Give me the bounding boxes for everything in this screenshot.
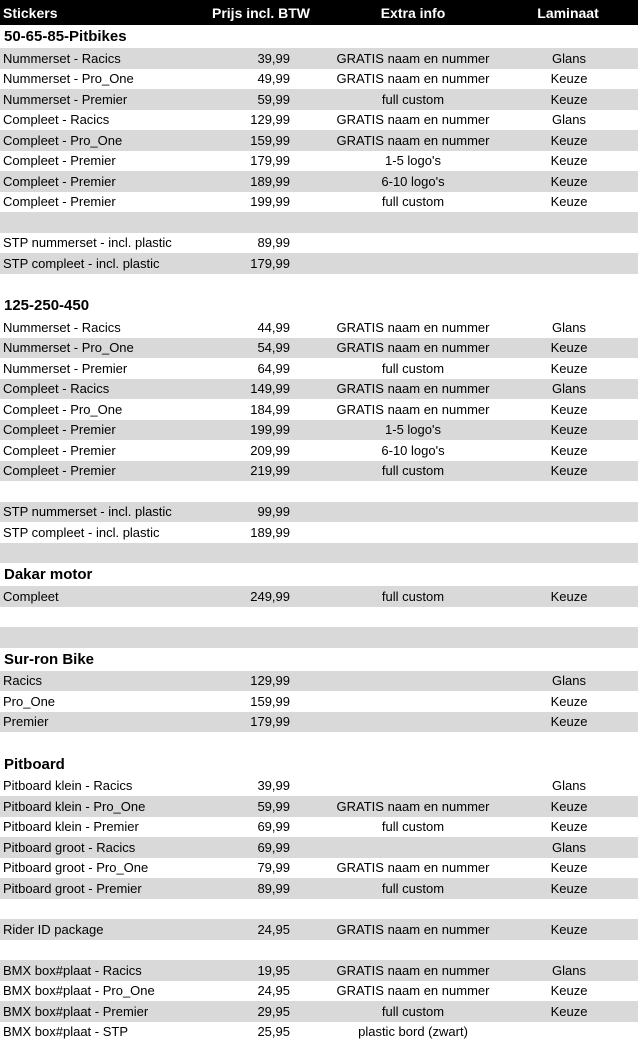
laminate: Glans xyxy=(526,671,612,692)
blank-row xyxy=(0,940,638,961)
extra-info: GRATIS naam en nummer xyxy=(300,317,526,338)
price: 149,99 xyxy=(208,379,290,400)
price: 184,99 xyxy=(208,399,290,420)
extra-info: GRATIS naam en nummer xyxy=(300,919,526,940)
laminate: Keuze xyxy=(526,461,612,482)
laminate: Glans xyxy=(526,110,612,131)
price: 54,99 xyxy=(208,338,290,359)
laminate: Keuze xyxy=(526,796,612,817)
product-name: Pitboard klein - Pro_One xyxy=(3,796,208,817)
header-row xyxy=(0,0,638,25)
price: 64,99 xyxy=(208,358,290,379)
extra-info: GRATIS naam en nummer xyxy=(300,130,526,151)
table-row xyxy=(0,960,638,981)
table-row xyxy=(0,671,638,692)
extra-info: GRATIS naam en nummer xyxy=(300,981,526,1002)
price: 39,99 xyxy=(208,776,290,797)
extra-info xyxy=(300,502,526,523)
extra-info: 6-10 logo's xyxy=(300,171,526,192)
product-name: Nummerset - Racics xyxy=(3,48,208,69)
table-row xyxy=(0,586,638,607)
table-row xyxy=(0,440,638,461)
product-name: Compleet - Premier xyxy=(3,171,208,192)
price: 24,95 xyxy=(208,919,290,940)
header-stickers: Stickers xyxy=(3,0,208,25)
price: 179,99 xyxy=(208,253,290,274)
blank-row xyxy=(0,627,638,648)
section-title: Sur-ron Bike xyxy=(4,648,404,671)
table-row xyxy=(0,69,638,90)
product-name: Nummerset - Premier xyxy=(3,89,208,110)
product-name: Racics xyxy=(3,671,208,692)
blank-row xyxy=(0,274,638,295)
product-name: Pitboard klein - Premier xyxy=(3,817,208,838)
product-name: Pitboard groot - Racics xyxy=(3,837,208,858)
price: 199,99 xyxy=(208,192,290,213)
laminate: Keuze xyxy=(526,89,612,110)
laminate xyxy=(526,522,612,543)
extra-info: full custom xyxy=(300,878,526,899)
price: 19,95 xyxy=(208,960,290,981)
price: 249,99 xyxy=(208,586,290,607)
extra-info: full custom xyxy=(300,192,526,213)
table-row xyxy=(0,691,638,712)
section-header xyxy=(0,294,638,317)
table-row xyxy=(0,338,638,359)
laminate: Keuze xyxy=(526,420,612,441)
laminate: Keuze xyxy=(526,130,612,151)
product-name: Nummerset - Racics xyxy=(3,317,208,338)
table-row xyxy=(0,379,638,400)
laminate: Keuze xyxy=(526,69,612,90)
extra-info: GRATIS naam en nummer xyxy=(300,379,526,400)
extra-info: full custom xyxy=(300,1001,526,1022)
laminate: Keuze xyxy=(526,1001,612,1022)
laminate: Keuze xyxy=(526,858,612,879)
laminate: Keuze xyxy=(526,338,612,359)
table-row xyxy=(0,358,638,379)
laminate: Glans xyxy=(526,48,612,69)
price: 24,95 xyxy=(208,981,290,1002)
table-row xyxy=(0,420,638,441)
section-title: 50-65-85-Pitbikes xyxy=(4,25,404,48)
product-name: STP nummerset - incl. plastic xyxy=(3,502,208,523)
blank-row xyxy=(0,607,638,628)
extra-info xyxy=(300,837,526,858)
price: 49,99 xyxy=(208,69,290,90)
section-header xyxy=(0,25,638,48)
product-name: BMX box#plaat - Premier xyxy=(3,1001,208,1022)
product-name: BMX box#plaat - Pro_One xyxy=(3,981,208,1002)
price: 129,99 xyxy=(208,671,290,692)
section-title: Pitboard xyxy=(4,753,404,776)
price: 209,99 xyxy=(208,440,290,461)
price: 25,95 xyxy=(208,1022,290,1042)
table-row xyxy=(0,233,638,254)
extra-info: full custom xyxy=(300,461,526,482)
laminate: Keuze xyxy=(526,192,612,213)
extra-info: full custom xyxy=(300,358,526,379)
section-title: 125-250-450 xyxy=(4,294,404,317)
price: 179,99 xyxy=(208,712,290,733)
table-row xyxy=(0,110,638,131)
table-row xyxy=(0,461,638,482)
price: 89,99 xyxy=(208,233,290,254)
laminate: Keuze xyxy=(526,171,612,192)
section-header xyxy=(0,648,638,671)
product-name: Nummerset - Pro_One xyxy=(3,69,208,90)
extra-info: GRATIS naam en nummer xyxy=(300,48,526,69)
extra-info: plastic bord (zwart) xyxy=(300,1022,526,1042)
extra-info xyxy=(300,233,526,254)
laminate: Keuze xyxy=(526,691,612,712)
laminate: Keuze xyxy=(526,919,612,940)
section-title: Dakar motor xyxy=(4,563,404,586)
price: 129,99 xyxy=(208,110,290,131)
table-row xyxy=(0,837,638,858)
extra-info: GRATIS naam en nummer xyxy=(300,338,526,359)
price: 44,99 xyxy=(208,317,290,338)
product-name: Pro_One xyxy=(3,691,208,712)
product-name: Premier xyxy=(3,712,208,733)
blank-row xyxy=(0,543,638,564)
laminate xyxy=(526,1022,612,1042)
table-row xyxy=(0,776,638,797)
extra-info: 1-5 logo's xyxy=(300,151,526,172)
blank-row xyxy=(0,212,638,233)
table-row xyxy=(0,712,638,733)
price: 59,99 xyxy=(208,89,290,110)
laminate: Glans xyxy=(526,960,612,981)
extra-info: GRATIS naam en nummer xyxy=(300,960,526,981)
product-name: Pitboard groot - Premier xyxy=(3,878,208,899)
table-row xyxy=(0,1022,638,1042)
extra-info: full custom xyxy=(300,817,526,838)
laminate xyxy=(526,502,612,523)
extra-info xyxy=(300,712,526,733)
product-name: Compleet - Racics xyxy=(3,379,208,400)
section-header xyxy=(0,563,638,586)
table-row xyxy=(0,151,638,172)
table-row xyxy=(0,192,638,213)
table-row xyxy=(0,502,638,523)
price: 189,99 xyxy=(208,522,290,543)
blank-row xyxy=(0,899,638,920)
price-rows xyxy=(0,25,638,1042)
section-header xyxy=(0,753,638,776)
product-name: Compleet - Premier xyxy=(3,151,208,172)
product-name: Nummerset - Premier xyxy=(3,358,208,379)
laminate: Glans xyxy=(526,837,612,858)
extra-info: GRATIS naam en nummer xyxy=(300,399,526,420)
product-name: Compleet - Pro_One xyxy=(3,399,208,420)
extra-info: GRATIS naam en nummer xyxy=(300,858,526,879)
laminate: Keuze xyxy=(526,981,612,1002)
product-name: STP compleet - incl. plastic xyxy=(3,253,208,274)
price: 159,99 xyxy=(208,691,290,712)
price: 79,99 xyxy=(208,858,290,879)
price: 199,99 xyxy=(208,420,290,441)
price: 219,99 xyxy=(208,461,290,482)
table-row xyxy=(0,522,638,543)
table-row xyxy=(0,253,638,274)
extra-info: GRATIS naam en nummer xyxy=(300,796,526,817)
product-name: Compleet - Premier xyxy=(3,192,208,213)
table-row xyxy=(0,817,638,838)
laminate xyxy=(526,253,612,274)
product-name: BMX box#plaat - Racics xyxy=(3,960,208,981)
price: 59,99 xyxy=(208,796,290,817)
laminate: Keuze xyxy=(526,151,612,172)
product-name: Compleet - Premier xyxy=(3,440,208,461)
table-row xyxy=(0,796,638,817)
extra-info: 6-10 logo's xyxy=(300,440,526,461)
product-name: Nummerset - Pro_One xyxy=(3,338,208,359)
extra-info xyxy=(300,691,526,712)
table-row xyxy=(0,399,638,420)
extra-info xyxy=(300,776,526,797)
laminate: Glans xyxy=(526,317,612,338)
extra-info: GRATIS naam en nummer xyxy=(300,110,526,131)
product-name: Compleet xyxy=(3,586,208,607)
table-row xyxy=(0,878,638,899)
laminate: Keuze xyxy=(526,399,612,420)
table-row xyxy=(0,317,638,338)
product-name: Compleet - Premier xyxy=(3,420,208,441)
table-row xyxy=(0,981,638,1002)
product-name: Pitboard groot - Pro_One xyxy=(3,858,208,879)
blank-row xyxy=(0,732,638,753)
product-name: Compleet - Racics xyxy=(3,110,208,131)
table-row xyxy=(0,919,638,940)
extra-info: 1-5 logo's xyxy=(300,420,526,441)
product-name: Compleet - Pro_One xyxy=(3,130,208,151)
laminate: Glans xyxy=(526,379,612,400)
price: 99,99 xyxy=(208,502,290,523)
price: 69,99 xyxy=(208,837,290,858)
extra-info: full custom xyxy=(300,586,526,607)
table-row xyxy=(0,171,638,192)
table-row xyxy=(0,89,638,110)
product-name: STP compleet - incl. plastic xyxy=(3,522,208,543)
table-row xyxy=(0,130,638,151)
table-row xyxy=(0,48,638,69)
price: 189,99 xyxy=(208,171,290,192)
product-name: Compleet - Premier xyxy=(3,461,208,482)
extra-info xyxy=(300,522,526,543)
laminate xyxy=(526,233,612,254)
extra-info: GRATIS naam en nummer xyxy=(300,69,526,90)
price: 159,99 xyxy=(208,130,290,151)
laminate: Keuze xyxy=(526,878,612,899)
product-name: STP nummerset - incl. plastic xyxy=(3,233,208,254)
price: 69,99 xyxy=(208,817,290,838)
header-laminate: Laminaat xyxy=(520,0,616,25)
extra-info xyxy=(300,671,526,692)
price: 89,99 xyxy=(208,878,290,899)
price: 29,95 xyxy=(208,1001,290,1022)
product-name: Rider ID package xyxy=(3,919,208,940)
table-row xyxy=(0,858,638,879)
laminate: Keuze xyxy=(526,358,612,379)
blank-row xyxy=(0,481,638,502)
laminate: Keuze xyxy=(526,440,612,461)
laminate: Keuze xyxy=(526,712,612,733)
product-name: BMX box#plaat - STP xyxy=(3,1022,208,1042)
header-price: Prijs incl. BTW xyxy=(212,0,324,25)
laminate: Keuze xyxy=(526,586,612,607)
extra-info xyxy=(300,253,526,274)
extra-info: full custom xyxy=(300,89,526,110)
header-extra-info: Extra info xyxy=(300,0,526,25)
laminate: Glans xyxy=(526,776,612,797)
price: 179,99 xyxy=(208,151,290,172)
table-row xyxy=(0,1001,638,1022)
price: 39,99 xyxy=(208,48,290,69)
product-name: Pitboard klein - Racics xyxy=(3,776,208,797)
laminate: Keuze xyxy=(526,817,612,838)
